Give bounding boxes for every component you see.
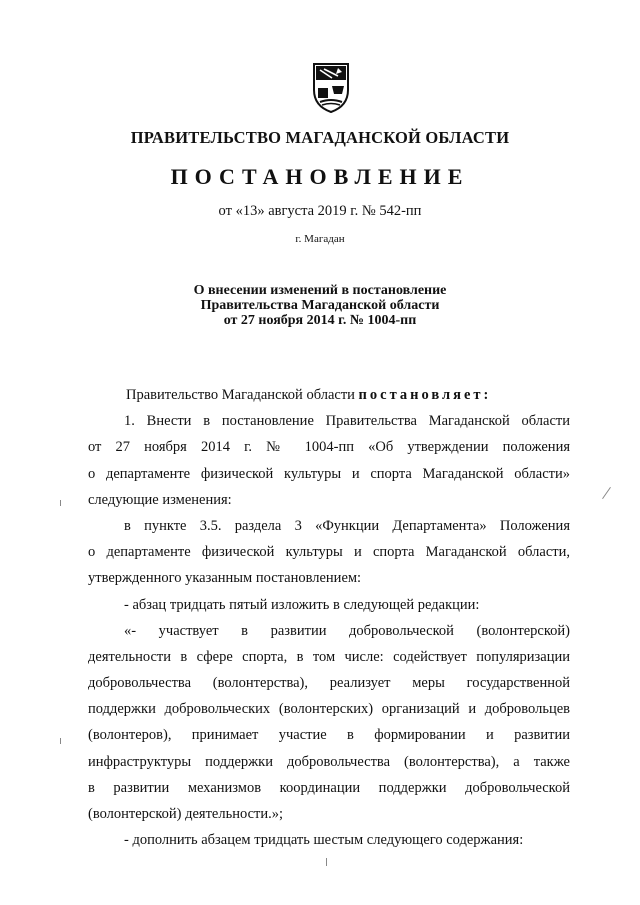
date-number: от «13» августа 2019 г. № 542-пп bbox=[218, 203, 422, 219]
document-type: ПОСТАНОВЛЕНИЕ bbox=[170, 164, 470, 189]
subject-line: от 27 ноября 2014 г. № 1004-пп bbox=[223, 313, 417, 328]
body-line: деятельности в сфере спорта, в том числе: содействует популяризации bbox=[88, 648, 570, 665]
body-line: о департаменте физической культуры и спорта Магаданской области, bbox=[88, 544, 570, 561]
body-line: утвержденного указанным постановлением: bbox=[88, 570, 362, 587]
scan-artifact bbox=[326, 858, 327, 866]
body-line: поддержки добровольческих (волонтерских) организаций и добровольцев bbox=[88, 701, 570, 718]
body-line: (волонтерской) деятельности.»; bbox=[88, 806, 284, 822]
document-body bbox=[88, 382, 570, 853]
subject-line: О внесении изменений в постановление bbox=[193, 283, 447, 298]
body-line: следующие изменения: bbox=[88, 491, 232, 508]
body-line: 1. Внести в постановление Правительства Магаданской области bbox=[124, 413, 570, 430]
government-name: ПРАВИТЕЛЬСТВО МАГАДАНСКОЙ ОБЛАСТИ bbox=[130, 128, 510, 147]
subject-line: Правительства Магаданской области bbox=[200, 298, 440, 313]
city: г. Магадан bbox=[295, 233, 345, 245]
scan-artifact bbox=[602, 487, 611, 499]
scan-artifact bbox=[60, 738, 61, 744]
coat-of-arms-icon bbox=[302, 58, 360, 116]
subject-title bbox=[0, 283, 640, 328]
intro-line bbox=[88, 382, 570, 408]
body-line: о департаменте физической культуры и спорта Магаданской области» bbox=[88, 465, 570, 482]
body-line: в развитии механизмов координации поддержки добровольческой bbox=[88, 779, 570, 796]
body-line: в пункте 3.5. раздела 3 «Функции Департамента» Положения bbox=[124, 517, 570, 534]
body-line: - дополнить абзацем тридцать шестым следующего содержания: bbox=[124, 832, 524, 849]
body-line: (волонтеров), принимает участие в формировании и развитии bbox=[88, 727, 570, 744]
body-line: добровольчества (волонтерства), реализует меры государственной bbox=[88, 675, 570, 692]
body-line: «- участвует в развитии добровольческой (волонтерской) bbox=[124, 622, 570, 639]
body-line: инфраструктуры поддержки добровольчества (волонтерства), а также bbox=[88, 753, 570, 770]
intro-verb: постановляет: bbox=[358, 387, 492, 403]
body-line: - абзац тридцать пятый изложить в следующей редакции: bbox=[124, 596, 480, 613]
body-line: от 27 ноября 2014 г. № 1004-пп «Об утверждении положения bbox=[88, 439, 570, 456]
scan-artifact bbox=[60, 500, 61, 506]
intro-text: Правительство Магаданской области bbox=[126, 387, 359, 403]
